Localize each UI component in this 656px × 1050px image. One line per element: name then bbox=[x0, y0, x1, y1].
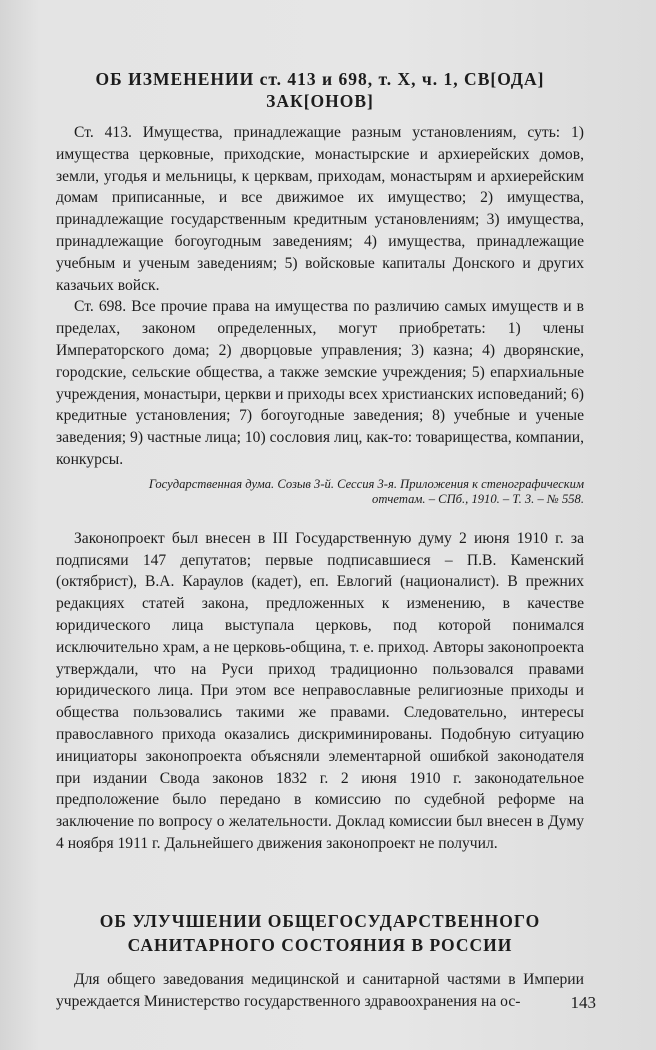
section-title-line: ЗАК[ОНОВ] bbox=[266, 91, 374, 111]
article-698-paragraph: Ст. 698. Все прочие права на имущества по различию самых имуществ и в пределах, законом определенных, могут приобретать: 1) члены Императорского дома; 2) дворцовые управления; 3) казна; 4) дворянские, городские, сельские общества, а также земские учреждения; 5) епархиальные учреждения, монастыри, церкви и приходы всех христианских исповеданий; 6) кредитные установления; 7) богоугодные заведения; 8) учебные и ученые заведения; 9) частные лица; 10) сословия лиц, как-то: товарищества, компании, конкурсы. bbox=[56, 298, 584, 468]
article-413-paragraph: Ст. 413. Имущества, принадлежащие разным установлениям, суть: 1) имущества церковные, приходские, монастырские и архиерейских домов, земли, угодья и мельницы, к церквам, приходам, монастырям и архиерейским домам приписанные, и все движимое их имущество; 2) имущества, принадлежащие государственным кредитным установлениям; 3) имущества, принадлежащие богоугодным заведениям; 4) имущества, принадлежащие учебным и ученым заведениям; 5) войсковые капиталы Донского и других казачьих войск. bbox=[56, 124, 584, 294]
page-content bbox=[56, 68, 584, 1012]
source-citation-line: Государственная дума. Созыв 3-й. Сессия 3-я. Приложения к стенографическим bbox=[148, 476, 584, 491]
source-citation bbox=[56, 477, 584, 508]
section-title-line: ОБ ИЗМЕНЕНИИ ст. 413 и 698, т. X, ч. 1, СВ[ОДА] bbox=[95, 69, 545, 89]
section-title-amendment bbox=[56, 68, 584, 112]
source-citation-line: отчетам. – СПб., 1910. – Т. 3. – № 558. bbox=[372, 492, 584, 507]
section-title-sanitary bbox=[56, 909, 584, 957]
section-title-line: ОБ УЛУЧШЕНИИ ОБЩЕГОСУДАРСТВЕННОГО bbox=[99, 910, 541, 931]
commentary-paragraph: Законопроект был внесен в III Государственную думу 2 июня 1910 г. за подписями 147 депутатов; первые подписавшиеся – П.В. Каменский (октябрист), В.А. Караулов (кадет), еп. Евлогий (националист). В прежних редакциях статей закона, предложенных к изменению, в качестве юридического лица выступала церковь, под которой понимался исключительно храм, а не церковь-община, т. е. приход. Авторы законопроекта утверждали, что на Руси приход традиционно пользовался правами юридического лица. При этом все неправославные религиозные приходы и общества пользовались такими же правами. Следовательно, интересы православного прихода оказались дискриминированы. Подобную ситуацию инициаторы законопроекта объясняли элементарной ошибкой законодателя при издании Свода законов 1832 г. 2 июня 1910 г. законодательное предположение было передано в комиссию по судебной реформе на заключение по вопросу о желательности. Доклад комиссии был внесен в Думу 4 ноября 1911 г. Дальнейшего движения законопроект не получил. bbox=[56, 529, 584, 852]
sanitary-paragraph: Для общего заведования медицинской и санитарной частями в Империи учреждается Министерство государственного здравоохранения на ос- bbox=[56, 970, 584, 1010]
section-title-line: САНИТАРНОГО СОСТОЯНИЯ В РОССИИ bbox=[127, 934, 513, 955]
page-number: 143 bbox=[570, 993, 596, 1012]
